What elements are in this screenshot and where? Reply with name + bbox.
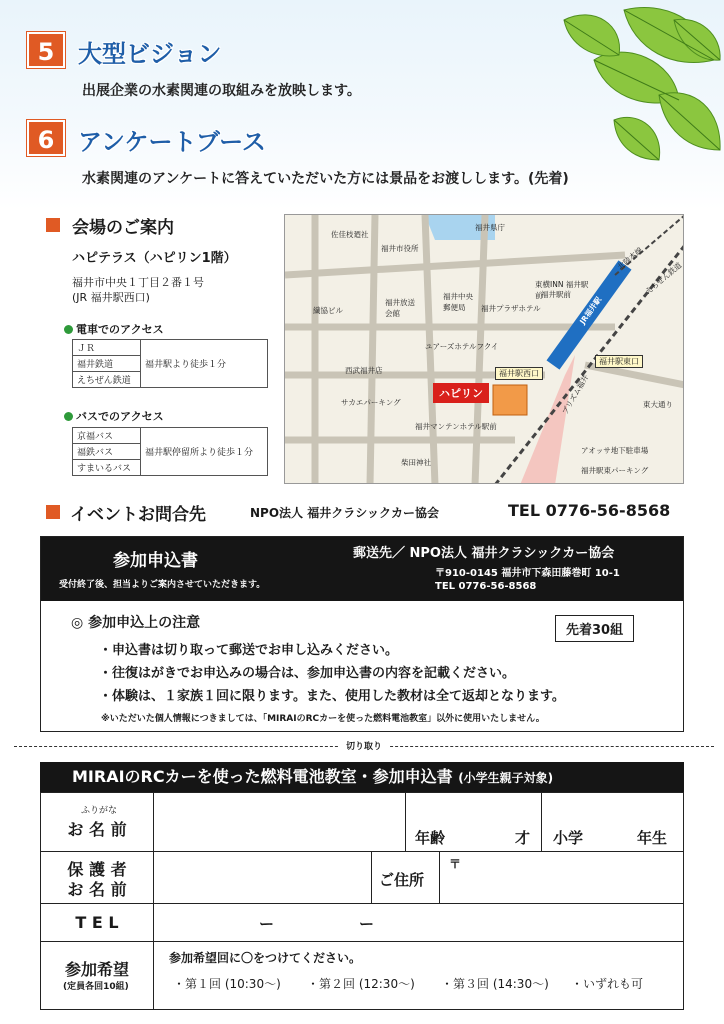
map-label: 東大通り	[643, 400, 673, 409]
map-label: 福井中央郵便局	[443, 292, 473, 312]
session-option[interactable]: ・第２回 (12:30〜)	[307, 977, 415, 991]
divider	[41, 851, 683, 852]
map-label: 福井マンテンホテル駅前	[415, 422, 497, 431]
venue-address: 福井市中央１丁目２番１号	[72, 276, 204, 289]
bus-access-table: 京福バス 福井駅停留所より徒歩１分 福鉄バス すまいるバス	[72, 427, 268, 476]
map-label: 西武福井店	[345, 366, 383, 375]
tel-label: T E L	[75, 913, 119, 932]
note-item: ・体験は、１家族１回に限ります。また、使用した教材は全て返却となります。	[99, 689, 565, 704]
map-label: 繊協ビル	[313, 306, 343, 315]
map-label: JR福井駅	[577, 295, 604, 326]
mail-tel: TEL 0776-56-8568	[435, 581, 537, 592]
map-label: 北陸本線	[615, 245, 645, 272]
bus-access-heading: バスでのアクセス	[64, 408, 164, 424]
map-box-east-exit: 福井駅東口	[595, 355, 643, 368]
mail-to: 郵送先／ NPO法人 福井クラシックカー協会	[353, 546, 615, 561]
contact-org: NPO法人 福井クラシックカー協会	[250, 506, 439, 520]
map-label: 福井県庁	[475, 223, 505, 232]
map-label: 福井放送会館	[385, 298, 415, 318]
tel-dash: ー	[259, 915, 275, 933]
venue-square-icon	[46, 218, 60, 232]
section-6-number: 6	[27, 120, 65, 156]
application-header	[41, 537, 683, 601]
application-title: 参加申込書	[113, 551, 198, 571]
section-5-body: 出展企業の水素関連の取組みを放映します。	[82, 83, 361, 99]
contact-heading: イベントお問合先	[70, 505, 206, 525]
guardian-name-label: お 名 前	[67, 880, 127, 899]
divider	[439, 851, 440, 903]
contact-square-icon	[46, 505, 60, 519]
section-6-title: アンケートブース	[78, 128, 266, 156]
form-title: MIRAIのRCカーを使った燃料電池教室・参加申込書 (小学生親子対象)	[40, 762, 684, 792]
age-label: 年齢	[415, 829, 446, 847]
map-label: サカエパーキング	[341, 398, 401, 407]
grade-unit: 年生	[637, 829, 668, 847]
map-label: ユアーズホテルフクイ	[425, 342, 499, 351]
map-hapirin-marker: ハピリン	[433, 383, 489, 403]
hope-sub: (定員各回10組)	[63, 982, 129, 992]
name-label: お 名 前	[67, 820, 127, 839]
divider	[405, 793, 406, 851]
venue-name: ハピテラス（ハピリン1階）	[72, 251, 237, 266]
section-5-number: 5	[27, 32, 65, 68]
application-box	[40, 536, 684, 732]
zip-mark: 〒	[449, 857, 462, 871]
hope-label: 参加希望	[64, 960, 129, 979]
section-6-body: 水素関連のアンケートに答えていただいた方には景品をお渡しします。(先着)	[82, 171, 569, 187]
map-label: アオッサ地下駐車場	[581, 446, 649, 455]
map-label: 福井市役所	[381, 244, 419, 253]
first-come-badge: 先着30組	[555, 615, 634, 642]
train-access-table: ＪＲ 福井駅より徒歩１分 福井鉄道 えちぜん鉄道	[72, 339, 268, 388]
map-label: プリズム福井	[560, 372, 591, 417]
age-unit: 才	[515, 829, 531, 847]
green-dot-icon	[64, 412, 73, 421]
session-option[interactable]: ・第３回 (14:30〜)	[441, 977, 549, 991]
map-box-west-exit: 福井駅西口	[495, 367, 543, 380]
map-label: 東横INN 福井駅前	[535, 280, 589, 300]
train-access-heading: 電車でのアクセス	[64, 321, 164, 337]
venue-heading: 会場のご案内	[72, 218, 174, 238]
divider	[153, 793, 154, 1009]
divider	[41, 941, 683, 942]
map-label: 柴田神社	[401, 458, 431, 467]
contact-tel: TEL 0776-56-8568	[508, 501, 671, 520]
application-form	[40, 792, 684, 1010]
tel-dash: ー	[359, 915, 375, 933]
guardian-label: 保 護 者	[67, 860, 127, 879]
privacy-note: ※いただいた個人情報につきましては、「MIRAIのRCカーを使った燃料電池教室」以外に使用いたしません。	[101, 714, 545, 724]
mail-address: 〒910-0145 福井市下森田藤巻町 10-1	[435, 568, 620, 579]
note-item: ・往復はがきでお申込みの場合は、参加申込書の内容を記載ください。	[99, 666, 516, 681]
cut-label: 切り取り	[338, 739, 390, 752]
notes-heading: ◎ 参加申込上の注意	[71, 615, 201, 631]
map-label: 福井駅前	[541, 290, 571, 299]
map-label: えちぜん鉄道	[643, 260, 684, 297]
divider	[541, 793, 542, 851]
session-option[interactable]: ・第１回 (10:30〜)	[173, 977, 281, 991]
map-label: 福井プラザホテル	[481, 304, 541, 313]
map-label: 佐佳枝廼社	[331, 230, 369, 239]
section-5-title: 大型ビジョン	[78, 40, 222, 68]
divider	[371, 851, 372, 903]
venue-station: (JR 福井駅西口)	[72, 291, 150, 304]
venue-map	[284, 214, 684, 484]
note-item: ・申込書は切り取って郵送でお申し込みください。	[99, 643, 399, 658]
divider	[41, 903, 683, 904]
hope-instruction: 参加希望回に〇をつけてください。	[169, 951, 362, 965]
green-dot-icon	[64, 325, 73, 334]
application-subtitle: 受付終了後、担当よりご案内させていただきます。	[59, 580, 266, 590]
furigana-label: ふりがな	[81, 806, 118, 816]
address-label: ご住所	[379, 871, 425, 889]
contact-line	[44, 500, 694, 524]
school-label: 小学	[553, 829, 584, 847]
map-label: 福井駅東パーキング	[581, 466, 649, 475]
session-option[interactable]: ・いずれも可	[571, 977, 644, 991]
